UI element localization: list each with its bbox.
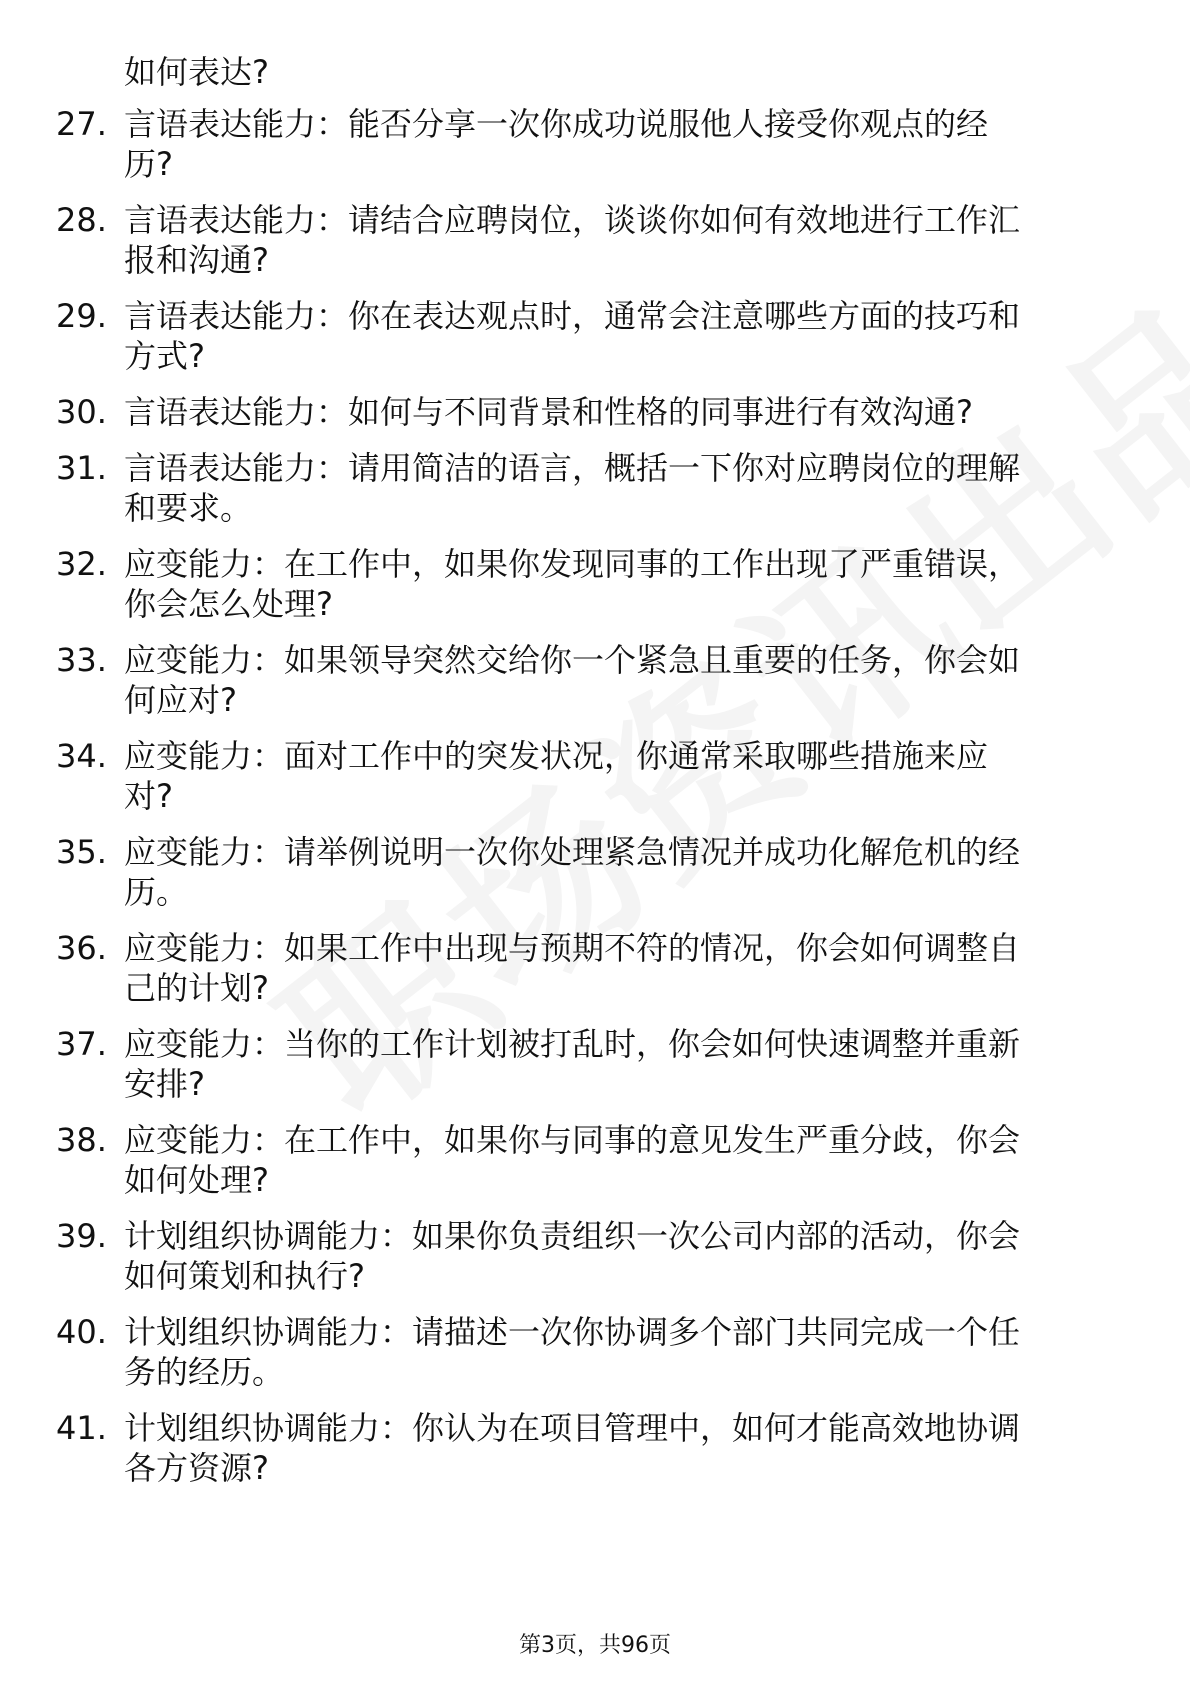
- question-number: 38.: [56, 1121, 107, 1159]
- question-text-line: 务的经历。: [124, 1353, 285, 1391]
- question-number: 40.: [56, 1313, 107, 1351]
- question-text-line: 何应对?: [124, 681, 237, 719]
- question-text-line: 言语表达能力：你在表达观点时，通常会注意哪些方面的技巧和: [124, 297, 1021, 335]
- question-number: 34.: [56, 737, 107, 775]
- question-text-line: 应变能力：面对工作中的突发状况，你通常采取哪些措施来应: [124, 737, 989, 775]
- question-text-line: 应变能力：如果工作中出现与预期不符的情况，你会如何调整自: [124, 929, 1021, 967]
- question-text-line: 如何处理?: [124, 1161, 269, 1199]
- question-text-line: 言语表达能力：请用简洁的语言，概括一下你对应聘岗位的理解: [124, 449, 1021, 487]
- question-number: 35.: [56, 833, 107, 871]
- question-text-line: 安排?: [124, 1065, 205, 1103]
- question-text-line: 应变能力：在工作中，如果你发现同事的工作出现了严重错误，: [124, 545, 1021, 583]
- question-text-line: 计划组织协调能力：你认为在项目管理中，如何才能高效地协调: [124, 1409, 1021, 1447]
- question-text-line: 应变能力：当你的工作计划被打乱时，你会如何快速调整并重新: [124, 1025, 1021, 1063]
- question-number: 29.: [56, 297, 107, 335]
- question-text-line: 言语表达能力：如何与不同背景和性格的同事进行有效沟通?: [124, 393, 973, 431]
- question-number: 32.: [56, 545, 107, 583]
- question-text-line: 你会怎么处理?: [124, 585, 333, 623]
- question-number: 30.: [56, 393, 107, 431]
- continued-text: 如何表达?: [124, 53, 269, 91]
- question-text-line: 和要求。: [124, 489, 253, 527]
- question-text-line: 计划组织协调能力：请描述一次你协调多个部门共同完成一个任: [124, 1313, 1021, 1351]
- question-text-line: 历?: [124, 145, 173, 183]
- question-number: 27.: [56, 105, 107, 143]
- question-text-line: 计划组织协调能力：如果你负责组织一次公司内部的活动，你会: [124, 1217, 1021, 1255]
- question-number: 33.: [56, 641, 107, 679]
- question-text-line: 应变能力：在工作中，如果你与同事的意见发生严重分歧，你会: [124, 1121, 1021, 1159]
- question-text-line: 言语表达能力：请结合应聘岗位，谈谈你如何有效地进行工作汇: [124, 201, 1021, 239]
- question-text-line: 己的计划?: [124, 969, 269, 1007]
- question-text-line: 历。: [124, 873, 189, 911]
- question-text-line: 报和沟通?: [124, 241, 269, 279]
- question-number: 37.: [56, 1025, 107, 1063]
- question-number: 31.: [56, 449, 107, 487]
- question-number: 41.: [56, 1409, 107, 1447]
- question-text-line: 言语表达能力：能否分享一次你成功说服他人接受你观点的经: [124, 105, 989, 143]
- question-number: 39.: [56, 1217, 107, 1255]
- question-text-line: 各方资源?: [124, 1449, 269, 1487]
- question-text-line: 方式?: [124, 337, 205, 375]
- page-footer: 第3页，共96页: [519, 1633, 671, 1658]
- question-text-line: 如何策划和执行?: [124, 1257, 365, 1295]
- question-text-line: 应变能力：请举例说明一次你处理紧急情况并成功化解危机的经: [124, 833, 1021, 871]
- question-number: 28.: [56, 201, 107, 239]
- question-number: 36.: [56, 929, 107, 967]
- question-text-line: 应变能力：如果领导突然交给你一个紧急且重要的任务，你会如: [124, 641, 1021, 679]
- question-text-line: 对?: [124, 777, 173, 815]
